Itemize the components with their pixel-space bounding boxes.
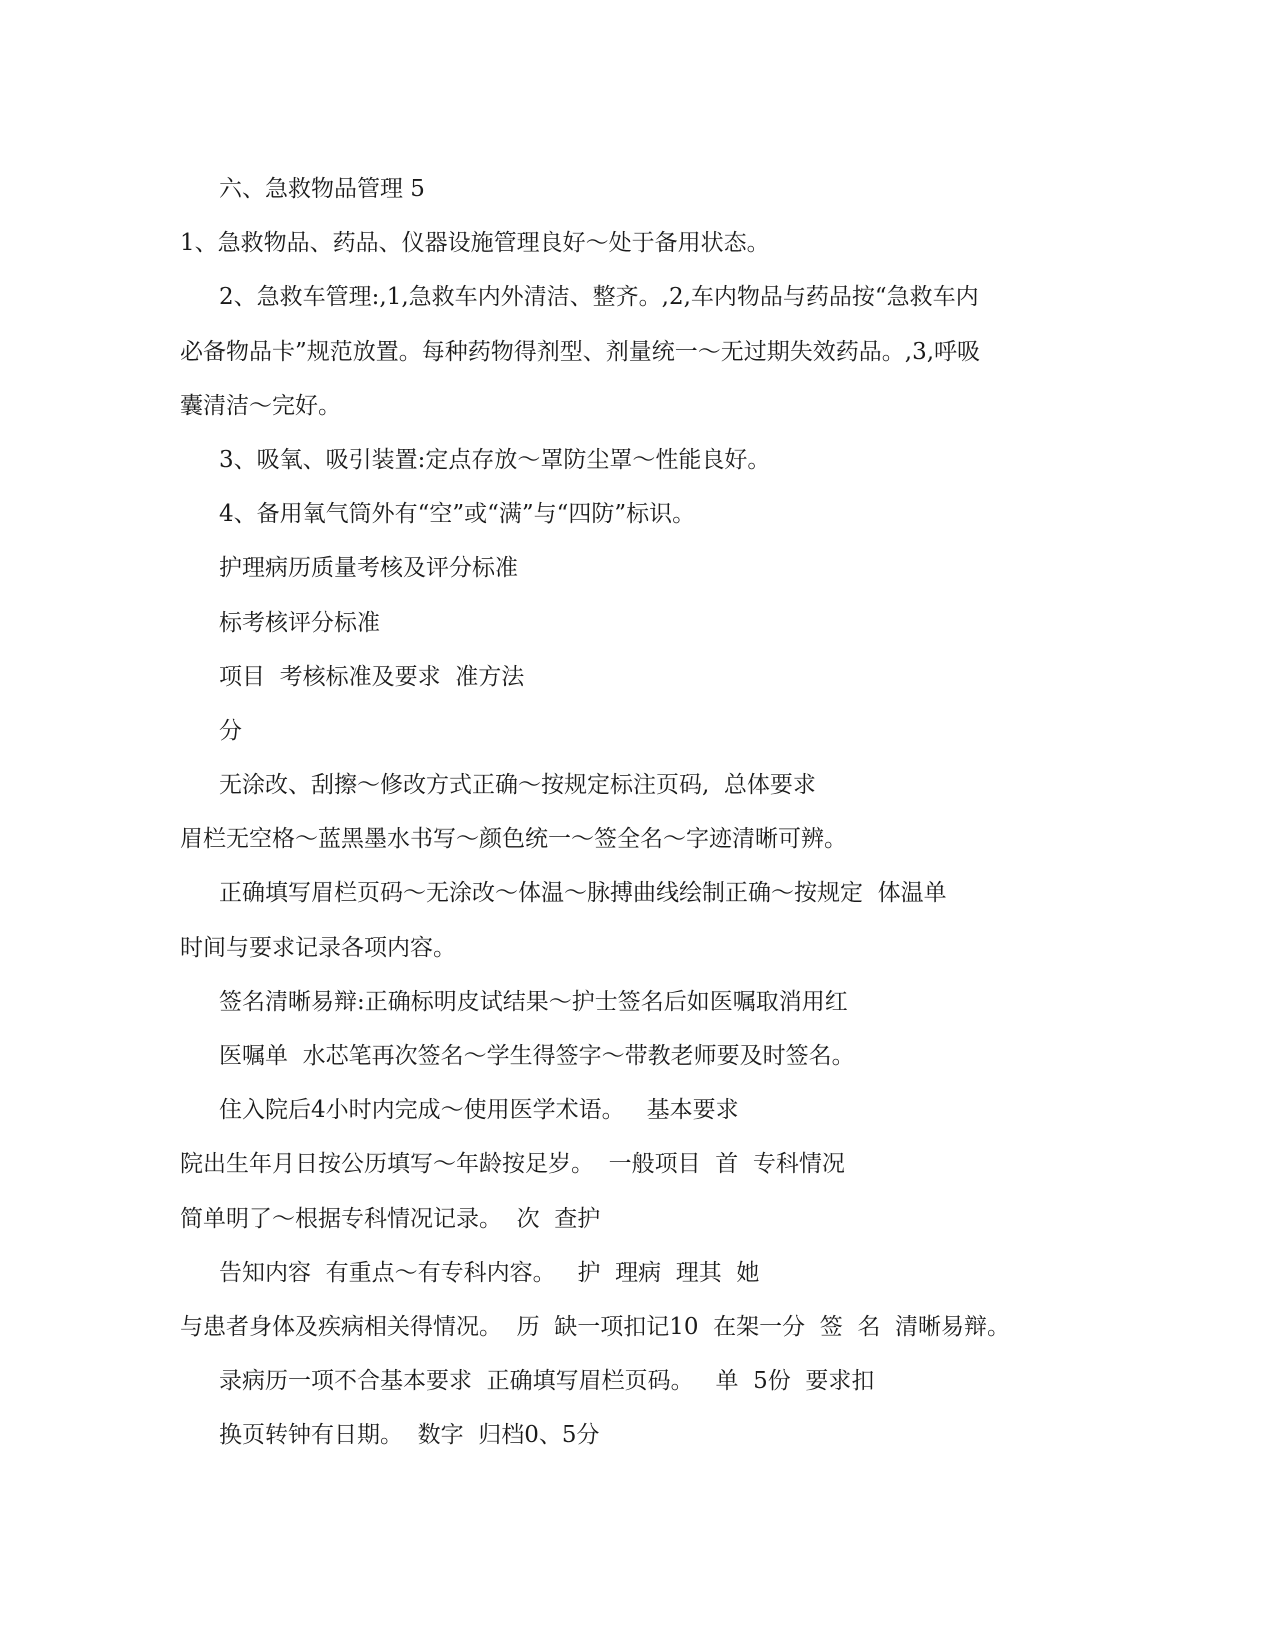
- text-line: 必备物品卡”规范放置。每种药物得剂型、剂量统一～无过期失效药品。,3,呼吸: [180, 338, 981, 365]
- text-line: 分: [219, 717, 242, 744]
- text-line: 告知内容 有重点～有专科内容。 护 理病 理其 她: [219, 1259, 760, 1286]
- text-line: 医嘱单 水芯笔再次签名～学生得签字～带教老师要及时签名。: [219, 1043, 855, 1069]
- text-line: 签名清晰易辩:正确标明皮试结果～护士签名后如医嘱取消用红: [219, 988, 848, 1015]
- text-line: 4、备用氧气筒外有“空”或“满”与“四防”标识。: [219, 501, 696, 528]
- text-line: 简单明了～根据专科情况记录。 次 查护: [180, 1205, 601, 1232]
- text-line: 换页转钟有日期。 数字 归档0、5分: [219, 1422, 600, 1449]
- text-line: 标考核评分标准: [219, 609, 380, 636]
- text-line: 1、急救物品、药品、仪器设施管理良好～处于备用状态。: [180, 230, 770, 257]
- text-line: 3、吸氧、吸引装置:定点存放～罩防尘罩～性能良好。: [219, 446, 771, 473]
- text-line: 六、急救物品管理 5: [219, 176, 425, 202]
- text-line: 与患者身体及疾病相关得情况。 历 缺一项扣记10 在架一分 签 名 清晰易辩。: [180, 1313, 1010, 1340]
- text-line: 时间与要求记录各项内容。: [180, 934, 456, 961]
- text-line: 院出生年月日按公历填写～年龄按足岁。 一般项目 首 专科情况: [180, 1151, 845, 1178]
- text-line: 住入院后4小时内完成～使用医学术语。 基本要求: [219, 1097, 739, 1124]
- text-line: 2、急救车管理:,1,急救车内外清洁、整齐。,2,车内物品与药品按“急救车内: [219, 284, 979, 311]
- text-line: 眉栏无空格～蓝黑墨水书写～颜色统一～签全名～字迹清晰可辨。: [180, 826, 847, 853]
- text-line: 囊清洁～完好。: [180, 392, 341, 419]
- text-line: 护理病历质量考核及评分标准: [219, 555, 518, 582]
- text-line: 无涂改、刮擦～修改方式正确～按规定标注页码, 总体要求: [219, 772, 816, 799]
- text-line: 正确填写眉栏页码～无涂改～体温～脉搏曲线绘制正确～按规定 体温单: [219, 880, 947, 907]
- text-line: 项目 考核标准及要求 准方法: [219, 663, 525, 690]
- text-line: 录病历一项不合基本要求 正确填写眉栏页码。 单 5份 要求扣: [219, 1368, 875, 1395]
- document-body: [180, 162, 1060, 1463]
